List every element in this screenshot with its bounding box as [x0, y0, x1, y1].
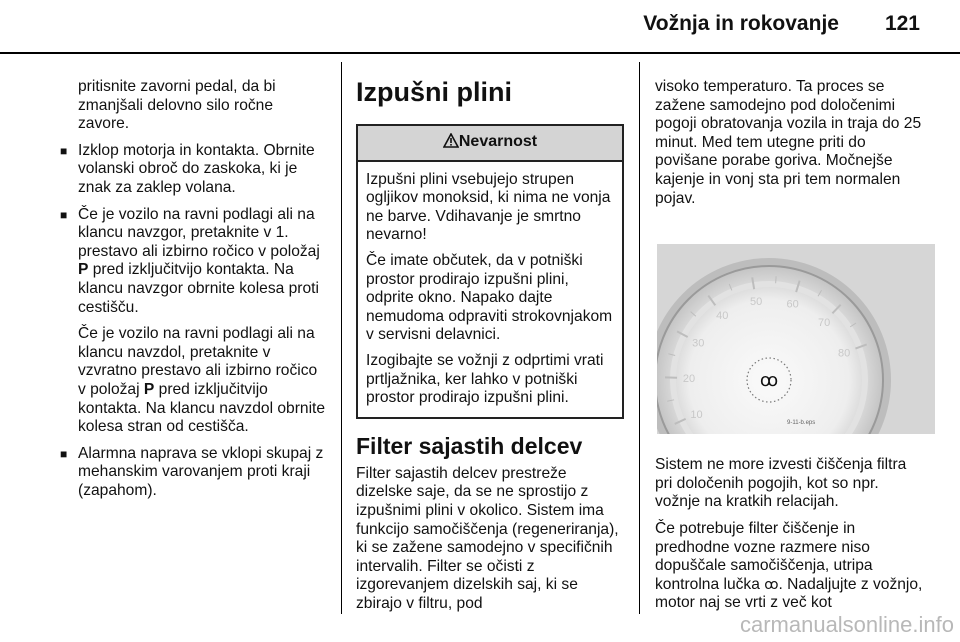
page-header — [643, 12, 920, 36]
warning-header — [358, 126, 622, 162]
gauge-tick-label: 10 — [690, 408, 703, 421]
bullet-subtext: Če je vozilo na ravni podlagi ali na klancu navzdol, pretaknite v vzvratno prestavo ali izbirno ročico v položaj P pred izključitvijo kontakta. Na klancu navzdol obrnite kolesa stran od cestišča. — [78, 325, 326, 436]
paragraph: visoko temperaturo. Ta proces se zažene samodejno pod določenimi pogoji obratovanja vozila in traja do 25 minut. Med tem utegne priti do povišane porabe goriva. Močnejše kajenje in vonj sta pri tem normalen pojav. — [655, 78, 922, 207]
page-number: 121 — [884, 12, 920, 35]
gauge-tick-label: 40 — [716, 310, 729, 323]
gauge-tick-label: 20 — [682, 373, 696, 386]
bullet-text: Izklop motorja in kontakta. Obrnite volanski obroč do zaskoka, ki je znak za zaklep volana. — [78, 141, 315, 196]
warning-text: Če imate občutek, da v potniški prostor prodirajo izpušni plini, odprite okno. Napako dajte nemudoma odpraviti strokovnjakom v servisni delavnici. — [366, 251, 613, 344]
intro-text: pritisnite zavorni pedal, da bi zmanjšali delovno silo ročne zavore. — [78, 78, 276, 133]
gauge-tick-label: 50 — [749, 296, 763, 309]
instrument-gauge-image — [657, 244, 935, 434]
header-rule — [0, 52, 960, 54]
bullet-text: ■ Če je vozilo na ravni podlagi ali na klancu navzgor, pretaknite v 1. prestavo ali izbirno ročico v položaj P pred izključitvijo kontakta. Na klancu navzgor obrnite kolesa proti cestišču. — [78, 205, 320, 316]
column-1 — [60, 78, 328, 508]
gauge-tick-label: 30 — [692, 337, 705, 350]
list-item — [60, 206, 328, 437]
gauge-tick-label: 70 — [818, 317, 831, 330]
list-item — [60, 445, 328, 501]
gauge-illustration — [657, 244, 935, 434]
gear-p: P — [143, 380, 155, 398]
section-heading: Izpušni plini — [356, 77, 512, 107]
subsection-heading: Filter sajastih delcev — [356, 432, 583, 459]
gear-p: P — [78, 261, 89, 279]
warning-text: Izpušni plini vsebujejo strupen ogljikov monoksid, ki nima ne vonja ne barve. Vdihavanje je smrtno nevarno! — [366, 170, 611, 244]
figure-code: 9-11-b.eps — [787, 420, 816, 427]
column-3 — [655, 78, 923, 621]
bullet-list — [60, 142, 328, 501]
column-divider — [341, 62, 342, 614]
gauge-tick-label: 60 — [786, 298, 799, 311]
header-title: Vožnja in rokovanje — [643, 12, 839, 35]
filter-light-icon: ꝏ — [764, 576, 779, 593]
list-item — [60, 142, 328, 198]
warning-box — [356, 124, 624, 419]
watermark: carmanualsonline.info — [739, 612, 954, 637]
warning-triangle-icon — [443, 133, 459, 148]
filter-warning-icon: ꝏ — [759, 370, 779, 392]
bullet-text: Alarmna naprava se vklopi skupaj z mehanskim varovanjem proti kraji (zapahom). — [78, 444, 324, 499]
warning-body — [358, 162, 622, 417]
paragraph: Sistem ne more izvesti čiščenja filtra pri določenih pogojih, kot so npr. vožnje na kratkih relacijah. — [655, 456, 907, 511]
gauge-tick-label: 80 — [838, 347, 851, 360]
column-divider — [639, 62, 640, 614]
paragraph: Če potrebuje filter čiščenje in predhodne vozne razmere niso dopuščale samočiščenja, utripa kontrolna lučka ꝏ. Nadaljujte z vožnjo, motor naj se vrti z več kot — [655, 519, 923, 612]
warning-text: Izogibajte se vožnji z odprtimi vrati prtljažnika, ker lahko v potniški prostor prodirajo izpušni plini. — [366, 351, 604, 407]
paragraph: Filter sajastih delcev prestreže dizelske saje, da se ne sprostijo z izpušnimi plini v okolico. Sistem ima funkcijo samočiščenja (regeneriranja), ki se zažene samodejno v specifičnih intervalih. Filter se očisti z izgorevanjem dizelskih saj, ki se zbirajo v filtru, pod — [356, 464, 619, 612]
column-2 — [356, 72, 624, 621]
warning-title: Nevarnost — [458, 133, 538, 150]
